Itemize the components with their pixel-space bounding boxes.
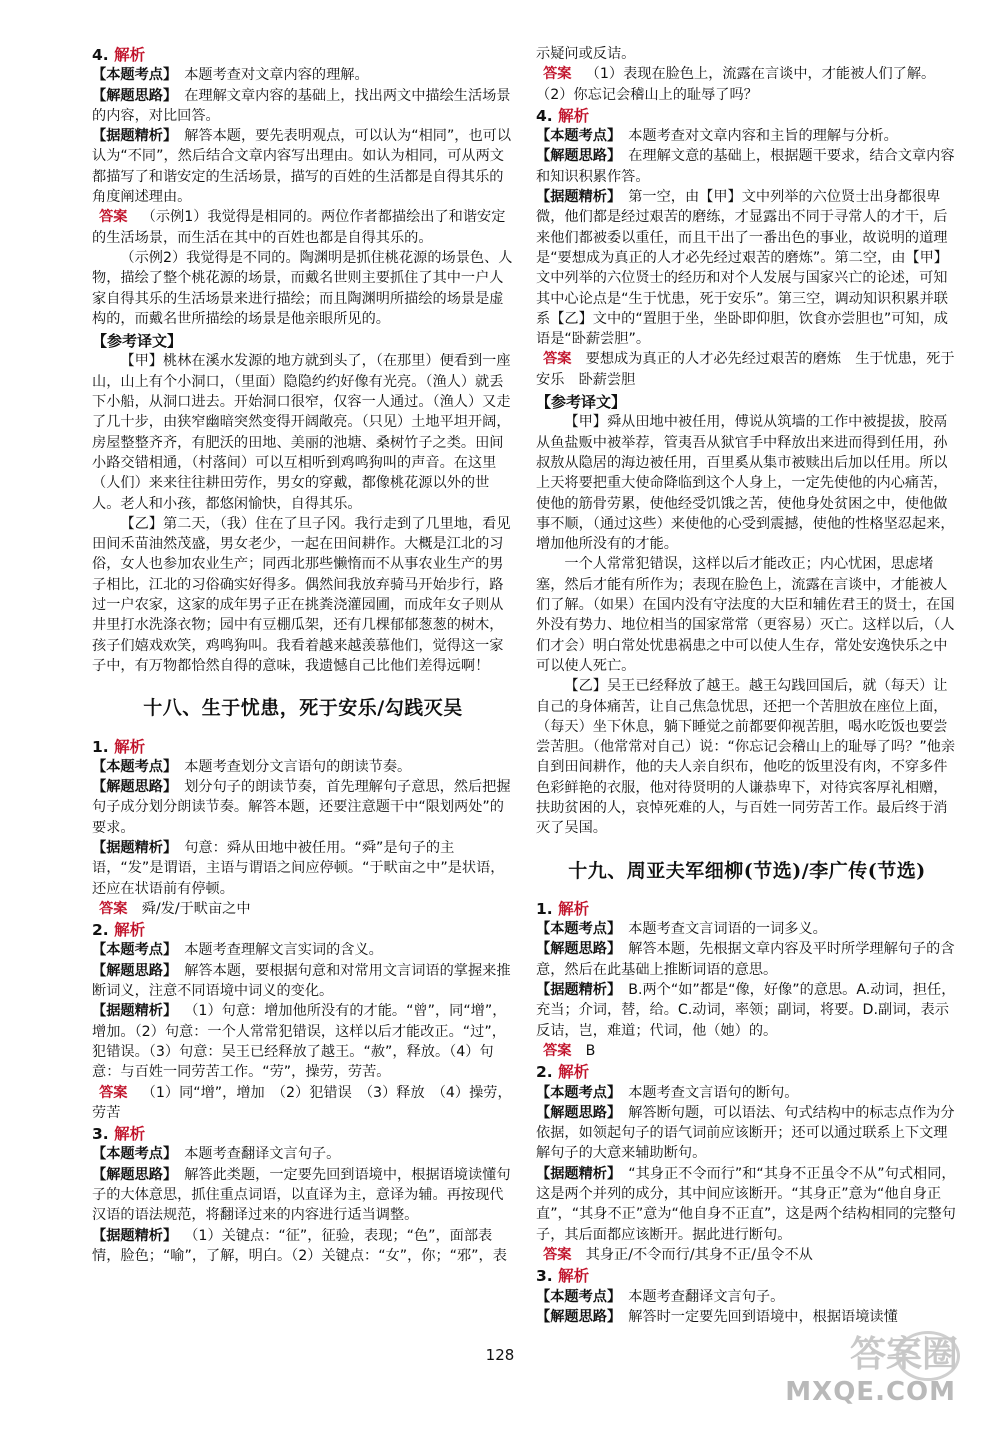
analysis-paragraph xyxy=(536,1164,958,1245)
answer-label: 答案 xyxy=(99,209,128,226)
answer-paragraph xyxy=(92,1083,514,1124)
analysis-paragraph xyxy=(536,980,958,1041)
analysis-label: 解析 xyxy=(114,46,146,64)
translation-paragraph: （示例2）我觉得是不同的。陶渊明是抓住桃花源的场景色、人物，描绘了整个桃花源的场景，而戴名世则主要抓住了其中一户人家自得其乐的生活场景来进行描绘；而且陶渊明所描绘的场景是虚构的，而戴名世所描绘的场景是他亲眼所见的。 xyxy=(92,249,513,327)
paragraph-text: 在理解文意的基础上，根据题干要求，结合文章内容和知识积累作答。 xyxy=(536,148,955,185)
analysis-label: 解析 xyxy=(558,899,590,918)
translation-paragraph: 【乙】吴王已经释放了越王。越王勾践回国后，就（每天）让自己的身体痛苦，让自己焦急忧思，还把一个苦胆放在座位上面，（每天）坐下休息，躺下睡觉之前都要仰视苦胆，喝水吃饭也要尝尝苦胆。（他常常对自己）说：“你忘记会稽山上的耻辱了吗？”他亲自到田间耕作，他的夫人亲自织布，他吃的饭里没有肉，不穿多件色彩鲜艳的衣服，他对待贤明的人谦恭卑下，对待宾客厚礼相赠，扶助贫困的人，哀悼死难的人，与百姓一同劳苦工作。最后终于消灭了吴国。 xyxy=(536,678,956,837)
analysis-paragraph xyxy=(92,86,514,127)
paragraph-text: “其身正不令而行”和“其身不正虽令不从”句式相同，这是两个并列的成分，其中间应该断开。“其身正”意为“他自身正直”，“其身不正”意为“他自身不正直”，这是两个结构相同的完整句子，其后面都应该断开。据此进行断句。 xyxy=(536,1165,956,1243)
analysis-label: 解析 xyxy=(558,1063,590,1082)
reference-translation-heading: 【参考译文】 xyxy=(92,332,183,351)
analysis-paragraph xyxy=(536,126,958,146)
analysis-paragraph xyxy=(92,777,514,838)
answer-text: （1）表现在脸色上，流露在言谈中，才能被人们了解。（2）你忘记会稽山上的耻辱了吗？ xyxy=(536,66,936,103)
page-number: 128 xyxy=(485,1346,515,1364)
paragraph-text: 句意：舜从田地中被任用。“舜”是句子的主语，“发”是谓语，主语与谓语之间应停顿。“于畎亩之中”是状语，还应在状语前有停顿。 xyxy=(92,839,505,897)
section-tag: 【解题思路】 xyxy=(92,779,178,796)
answer-text: （1）同“增”，增加 （2）犯错误 （3）释放 （4）操劳，劳苦 xyxy=(92,1084,512,1121)
analysis-paragraph xyxy=(536,1083,958,1103)
analysis-paragraph xyxy=(92,757,514,777)
question-number: 1. xyxy=(92,737,109,756)
answer-paragraph xyxy=(92,899,514,919)
question-heading xyxy=(536,106,958,126)
section-tag: 【本题考点】 xyxy=(536,128,622,145)
answer-text: 要想成为真正的人才必先经过艰苦的磨炼 生于忧患，死于安乐 卧薪尝胆 xyxy=(536,351,955,388)
answer-label: 答案 xyxy=(99,900,128,917)
answer-paragraph xyxy=(92,207,514,248)
section-tag: 【本题考点】 xyxy=(92,758,178,775)
question-number: 2. xyxy=(536,1063,553,1082)
question-number: 4. xyxy=(92,46,109,64)
analysis-paragraph xyxy=(92,838,514,899)
watermark-main-text: 答案圈 xyxy=(849,1333,958,1375)
analysis-paragraph xyxy=(92,1165,514,1226)
question-heading xyxy=(536,1062,958,1082)
translation-paragraph: 【甲】桃林在溪水发源的地方就到头了，（在那里）便看到一座山，山上有个小洞口，（里面）隐隐约约好像有光亮。（渔人）就丢下小船，从洞口进去。开始洞口很窄，仅容一人通过。（渔人）又走了几十步，由狭窄幽暗突然变得开阔敞亮。（只见）土地平坦开阔，房屋整整齐齐，有肥沃的田地、美丽的池塘、桑树竹子之类。田间小路交错相通，（村落间）可以互相听到鸡鸣狗叫的声音。在这里（人们）来来往往耕田劳作，男女的穿戴，都像桃花源以外的世人。老人和小孩，都悠闲愉快，自得其乐。 xyxy=(92,353,511,512)
answer-label: 答案 xyxy=(543,66,572,83)
answer-paragraph xyxy=(536,1041,958,1061)
analysis-label: 解析 xyxy=(558,1267,590,1286)
question-number: 4. xyxy=(536,106,553,125)
left-column xyxy=(92,44,514,1266)
paragraph-text: 本题考查文言词语的一词多义。 xyxy=(628,921,827,938)
analysis-paragraph xyxy=(92,1144,514,1164)
paragraph-text: 解答断句题，可以语法、句式结构中的标志点作为分依据，如领起句子的语气词前应该断开；还可以通过联系上下文理解句子的大意来辅助断句。 xyxy=(536,1104,955,1162)
translation-paragraph: 【甲】舜从田地中被任用，傅说从筑墙的工作中被提拔，胶鬲从鱼盐贩中被举荐，管夷吾从狱官手中释放出来进而得到任用，孙叔敖从隐居的海边被任用，百里奚从集市被赎出后加以任用。所以上天将要把重大使命降临到这个人身上，一定先使他的内心痛苦，使他的筋骨劳累，使他经受饥饿之苦，使他身处贫困之中，使他做事不顺，（通过这些）来使他的心受到震撼，使他的性格坚忍起来，增加他所没有的才能。 xyxy=(536,414,955,553)
answer-label: 答案 xyxy=(99,1084,128,1101)
section-tag: 【解题思路】 xyxy=(92,962,178,979)
analysis-paragraph xyxy=(92,126,514,207)
section-tag: 【解题思路】 xyxy=(536,148,622,165)
answer-text: 其身正/不令而行/其身不正/虽令不从 xyxy=(585,1246,813,1263)
section-tag: 【解题思路】 xyxy=(92,87,178,104)
answer-text: （示例1）我觉得是相同的。两位作者都描绘出了和谐安定的生活场景，而生活在其中的百姓也都是自得其乐的。 xyxy=(92,209,506,246)
question-number: 3. xyxy=(536,1267,553,1286)
analysis-paragraph xyxy=(536,1287,958,1307)
question-heading xyxy=(92,737,514,757)
paragraph-text: 解答本题，先根据文章内容及平时所学理解句子的含意，然后在此基础上推断词语的意思。 xyxy=(536,941,955,978)
question-heading xyxy=(536,1266,958,1286)
section-tag: 【据题精析】 xyxy=(92,128,178,145)
paragraph-text: 第一空，由【甲】文中列举的六位贤士出身都很卑微，他们都是经过艰苦的磨练，才显露出不同于寻常人的才干，后来他们都被委以重任，而且干出了一番出色的事业，故说明的道理是“要想成为真正的人才必先经过艰苦的磨炼”。第二空，由【甲】文中列举的六位贤士的经历和对个人发展与国家兴亡的论述，可知其中心论点是“生于忧患，死于安乐”。第三空，调动知识积累并联系【乙】文中的“置胆于坐，坐卧即仰胆，饮食亦尝胆也”可知，成语是“卧薪尝胆”。 xyxy=(536,189,948,348)
paragraph-text: 本题考查文言语句的断句。 xyxy=(628,1084,799,1101)
paragraph-text: 解答本题，要先表明观点，可以认为“相同”，也可以认为“不同”，然后结合文章内容写出理由。如认为相同，可从两文都描写了和谐安定的生活场景，描写的百姓的生活都是自得其乐的角度阐述理由。 xyxy=(92,128,512,206)
analysis-paragraph xyxy=(92,961,514,1002)
analysis-label: 解析 xyxy=(114,921,146,940)
section-tag: 【解题思路】 xyxy=(536,941,622,958)
lesson-title: 十八、生于忧患，死于安乐/勾践灭吴 xyxy=(143,697,463,720)
section-tag: 【据题精析】 xyxy=(92,1003,178,1020)
right-column xyxy=(536,44,958,1327)
analysis-paragraph xyxy=(92,65,514,85)
translation-paragraph: 一个人常常犯错误，这样以后才能改正；内心忧困，思虑堵塞，然后才能有所作为；表现在脸色上，流露在言谈中，才能被人们了解。（如果）在国内没有守法度的大臣和辅佐君王的贤士，在国外没有势力、地位相当的国家常常（更容易）灭亡。这样以后，（人们才会）明白常处忧患祸患之中可以使人生存，常处安逸快乐之中可以使人死亡。 xyxy=(536,556,955,674)
section-tag: 【解题思路】 xyxy=(536,1104,622,1121)
section-tag: 【据题精析】 xyxy=(92,1227,178,1244)
section-tag: 【本题考点】 xyxy=(536,921,622,938)
question-heading xyxy=(92,45,514,65)
answer-label: 答案 xyxy=(543,1246,572,1263)
lesson-title: 十九、周亚夫军细柳(节选)/李广传(节选) xyxy=(568,859,926,882)
section-tag: 【本题考点】 xyxy=(536,1084,622,1101)
section-tag: 【据题精析】 xyxy=(536,189,622,206)
section-tag: 【解题思路】 xyxy=(92,1166,178,1183)
answer-label: 答案 xyxy=(543,351,572,368)
section-tag: 【据题精析】 xyxy=(536,1165,622,1182)
reference-translation-heading: 【参考译文】 xyxy=(536,393,627,412)
paragraph-text: 本题考查对文章内容和主旨的理解与分析。 xyxy=(628,128,898,145)
analysis-paragraph xyxy=(536,919,958,939)
analysis-paragraph xyxy=(92,940,514,960)
paragraph-text: 解答本题，要根据句意和对常用文言词语的掌握来推断词义，注意不同语境中词义的变化。 xyxy=(92,962,511,1000)
section-tag: 【本题考点】 xyxy=(92,67,178,84)
analysis-paragraph xyxy=(536,1307,958,1327)
question-heading xyxy=(92,920,514,940)
paragraph-text: B.两个“如”都是“像，好像”的意思。A.动词，担任，充当；介词，替，给。C.动词，率领；副词，将要。D.副词，表示反诘，岂，难道；代词，他（她）的。 xyxy=(536,982,956,1039)
paragraph-text: 解答此类题，一定要先回到语境中，根据语境读懂句子的大体意思，抓住重点词语，以直译为主，意译为辅。再按现代汉语的语法规范，将翻译过来的内容进行适当调整。 xyxy=(92,1166,511,1224)
paragraph-text: 本题考查翻译文言句子。 xyxy=(184,1146,341,1163)
section-tag: 【本题考点】 xyxy=(536,1288,622,1305)
analysis-label: 解析 xyxy=(114,737,146,756)
answer-paragraph xyxy=(536,64,958,105)
question-heading xyxy=(92,1124,514,1144)
answer-text: B xyxy=(585,1042,596,1059)
answer-paragraph xyxy=(536,1245,958,1265)
analysis-label: 解析 xyxy=(114,1125,146,1144)
paragraph-text: 在理解文章内容的基础上，找出两文中描绘生活场景的内容，对比回答。 xyxy=(92,87,511,124)
translation-paragraph: 【乙】第二天，（我）住在了旦子冈。我行走到了几里地，看见田间禾苗油然茂盛，男女老少，一起在田间耕作。大概是江北的习俗，女人也参加农业生产；同西北那些懒惰而不从事农业生产的男子相比，江北的习俗确实好得多。偶然间我放弃骑马开始步行，路过一户农家，这家的成年男子正在挑粪浇灌园圃，而成年女子则从井里打水洗涤衣物；园中有豆棚瓜架，还有几棵郁郁葱葱的树木，孩子们嬉戏欢笑，鸡鸣狗叫。我看着越来越羡慕他们，觉得这一家子中，有万物都恰然自得的意味，我遗憾自己比他们差得远啊！ xyxy=(92,515,511,674)
analysis-paragraph xyxy=(92,1226,514,1267)
paragraph-text: 划分句子的朗读节奏，首先理解句子意思，然后把握句子成分划分朗读节奏。解答本题，还要注意题干中“限划两处”的要求。 xyxy=(92,779,511,836)
section-tag: 【本题考点】 xyxy=(92,1146,178,1163)
analysis-label: 解析 xyxy=(558,106,590,125)
paragraph-text: 本题考查对文章内容的理解。 xyxy=(184,67,369,84)
paragraph-text: 本题考查划分文言语句的朗读节奏。 xyxy=(184,758,412,775)
paragraph-text: 解答时一定要先回到语境中，根据语境读懂 xyxy=(628,1308,898,1325)
answer-paragraph xyxy=(536,349,958,390)
watermark-url-text: MXQE.COM xyxy=(785,1377,956,1407)
section-tag: 【本题考点】 xyxy=(92,942,178,959)
section-tag: 【解题思路】 xyxy=(536,1308,622,1325)
analysis-paragraph xyxy=(92,1001,514,1082)
analysis-paragraph xyxy=(536,1103,958,1164)
section-tag: 【据题精析】 xyxy=(536,982,622,999)
question-heading xyxy=(536,899,958,919)
answer-text: 舜/发/于畎亩之中 xyxy=(141,900,251,917)
question-number: 2. xyxy=(92,921,109,940)
question-number: 1. xyxy=(536,899,553,918)
watermark-logo xyxy=(782,1333,982,1421)
paragraph-text: （1）句意：增加他所没有的才能。“曾”，同“增”，增加。（2）句意：一个人常常犯错误，这样以后才能改正。“过”，犯错误。（3）句意：吴王已经释放了越王。“赦”，释放。（4）句意：与百姓一同劳苦工作。“劳”，操劳，劳苦。 xyxy=(92,1003,507,1081)
question-number: 3. xyxy=(92,1125,109,1144)
analysis-paragraph xyxy=(536,939,958,980)
section-tag: 【据题精析】 xyxy=(92,839,178,856)
paragraph-text: （1）关键点：“征”，征验，表现；“色”，面部表情，脸色；“喻”，了解，明白。（2）关键点：“女”，你；“邪”，表 xyxy=(92,1227,507,1264)
continuation-text: 示疑问或反诘。 xyxy=(536,46,636,62)
paragraph-text: 本题考查理解文言实词的含义。 xyxy=(184,942,383,959)
paragraph-text: 本题考查翻译文言句子。 xyxy=(628,1288,785,1305)
analysis-paragraph xyxy=(536,187,958,349)
answer-label: 答案 xyxy=(543,1042,572,1059)
analysis-paragraph xyxy=(536,146,958,187)
